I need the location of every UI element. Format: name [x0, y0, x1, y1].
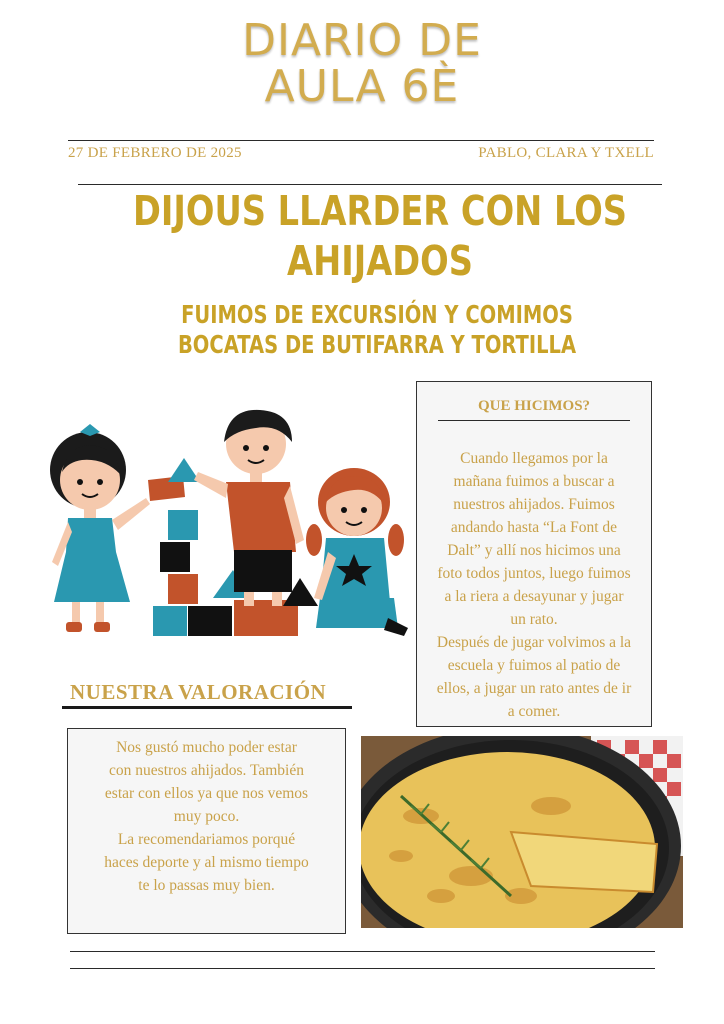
masthead	[0, 15, 724, 112]
bottom-divider-1	[70, 951, 655, 952]
bottom-divider-2	[70, 968, 655, 969]
block-teal	[168, 510, 198, 540]
que-hicimos-title: QUE HICIMOS?	[477, 398, 591, 414]
valoracion-underline	[62, 706, 352, 709]
valoracion-text: Nos gustó mucho poder estar con nuestros ahijados. También estar con ellos ya que nos vemos muy poco. La recomendariamos porqué haces deporte y al mismo tiempo te lo passas muy bien.	[104, 739, 309, 894]
kids-blocks-illustration	[38, 402, 414, 640]
que-hicimos-text: Cuando llegamos por la mañana fuimos a buscar a nuestros ahijados. Fuimos andando hasta “La Font de Dalt” y allí nos hicimos una foto todos juntos, luego fuimos a la riera a desayunar y jugar un rato. Después de jugar volvimos a la escuela y fuimos al patio de ellos, a jugar un rato antes de ir a comer.	[436, 450, 632, 720]
top-divider	[68, 140, 654, 141]
issue-date: 27 DE FEBRERO DE 2025	[68, 145, 242, 161]
block-black-bottom	[188, 606, 232, 636]
headline-line-2: AHIJADOS	[287, 237, 473, 285]
girl-right	[306, 468, 408, 636]
subheadline-line-1: FUIMOS DE EXCURSIÓN Y COMIMOS	[181, 300, 573, 329]
subheadline-line-2: BOCATAS DE BUTIFARRA Y TORTILLA	[177, 330, 577, 359]
issue-authors: PABLO, CLARA Y TXELL	[478, 145, 654, 161]
boy-middle	[194, 410, 304, 606]
valoracion-box	[67, 728, 346, 934]
girl-left	[50, 424, 150, 632]
block-teal-bottom	[153, 606, 187, 636]
block-red	[168, 574, 198, 604]
masthead-line-1: DIARIO DE	[242, 15, 482, 66]
dateline-divider	[78, 184, 662, 185]
subheadline	[130, 300, 625, 360]
tortilla-photo	[361, 736, 683, 928]
que-hicimos-box	[416, 381, 652, 727]
masthead-line-2: AULA 6È	[264, 61, 460, 112]
block-black	[160, 542, 190, 572]
headline-line-1: DIJOUS LLARDER CON LOS	[132, 187, 628, 235]
valoracion-title: NUESTRA VALORACIÓN	[70, 680, 327, 704]
headline	[118, 186, 643, 286]
que-hicimos-divider	[438, 420, 630, 421]
